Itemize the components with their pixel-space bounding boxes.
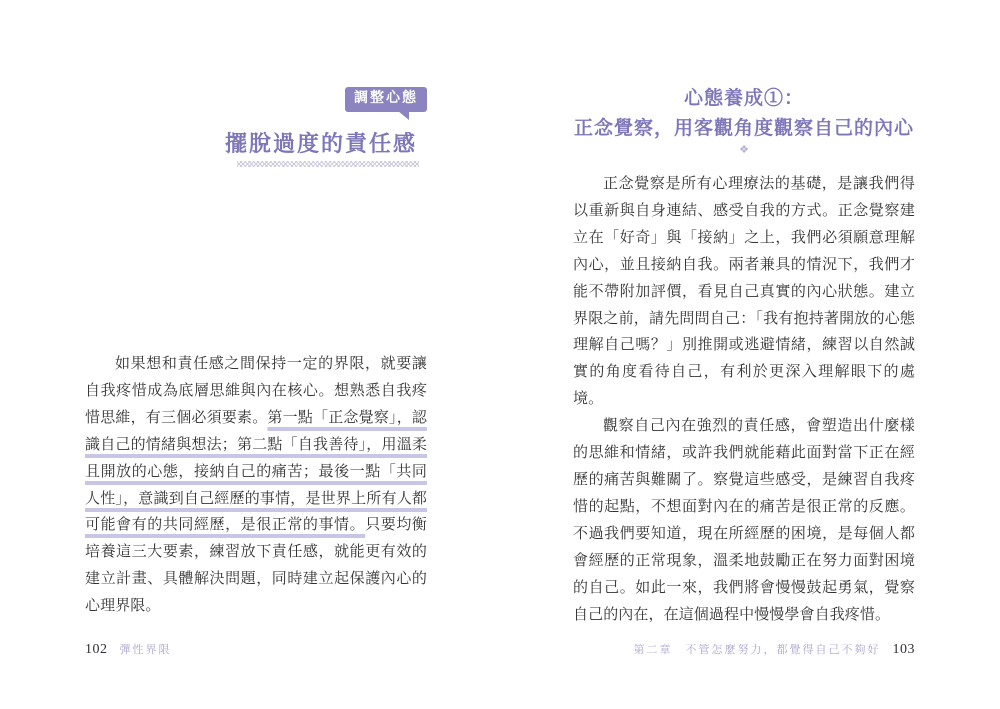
- topic-badge: 調整心態: [345, 87, 427, 112]
- left-paragraph: [85, 351, 427, 620]
- running-title-chapter: 第二章 不管怎麼努力，都覺得自己不夠好: [633, 644, 881, 656]
- page-number: 102: [85, 642, 108, 657]
- paragraph-segment: 只要均衡培養這三大要素，練習放下責任感，就能更有效的建立計畫、具體解決問題，同時建立起保護內心的心理界限。: [85, 517, 427, 615]
- page-title: 擺脫過度的責任感: [224, 130, 417, 156]
- right-footer: [573, 640, 915, 658]
- paragraph-segment: 如果想和責任感之間保持一定的界限，就要讓自我疼惜成為底層思維與內在核心。想熟悉自我疼惜思維，有三個必須要素。: [85, 356, 427, 426]
- diamond-ornament-icon: ❖: [739, 144, 749, 156]
- left-page: [85, 0, 427, 709]
- section-heading: [573, 84, 915, 144]
- speech-bubble-tail-icon: [398, 111, 409, 120]
- right-body-text: [573, 171, 915, 628]
- section-heading-line2: 正念覺察，用客觀角度觀察自己的內心: [573, 118, 914, 139]
- title-underline-decoration: [237, 161, 419, 167]
- left-footer: [85, 640, 427, 658]
- page-number: 103: [892, 642, 915, 657]
- section-heading-line1: 心態養成①：: [683, 88, 804, 109]
- running-title-book: 彈性界限: [119, 644, 172, 656]
- underlined-key-sentence: 第一點「正念覺察」，認識自己的情緒與想法；第二點「自我善待」，用溫柔且開放的心態，接納自己的痛苦；最後一點「共同人性」，意識到自己經歷的事情，是世界上所有人都可能會有的共同經歷，是很正常的事情。: [85, 409, 428, 534]
- right-paragraph: 觀察自己內在強烈的責任感，會塑造出什麼樣的思維和情緒，或許我們就能藉此面對當下正在經歷的痛苦與難關了。察覺這些感受，是練習自我疼惜的起點，不想面對內在的痛苦是很正常的反應。不過我們要知道，現在所經歷的困境，是每個人都會經歷的正常現象，溫柔地鼓勵正在努力面對困境的自己。如此一來，我們將會慢慢鼓起勇氣，覺察自己的內在，在這個過程中慢慢學會自我疼惜。: [573, 418, 915, 623]
- right-page: [573, 0, 915, 709]
- right-paragraph: 正念覺察是所有心理療法的基礎，是讓我們得以重新與自身連結、感受自我的方式。正念覺察建立在「好奇」與「接納」之上，我們必須願意理解內心，並且接納自我。兩者兼具的情況下，我們才能不帶附加評價，看見自己真實的內心狀態。建立界限之前，請先問問自己：「我有抱持著開放的心態理解自己嗎？」別推開或逃避情緒，練習以自然誠實的角度看待自己，有利於更深入理解眼下的處境。: [573, 176, 915, 408]
- left-body-text: [85, 351, 427, 620]
